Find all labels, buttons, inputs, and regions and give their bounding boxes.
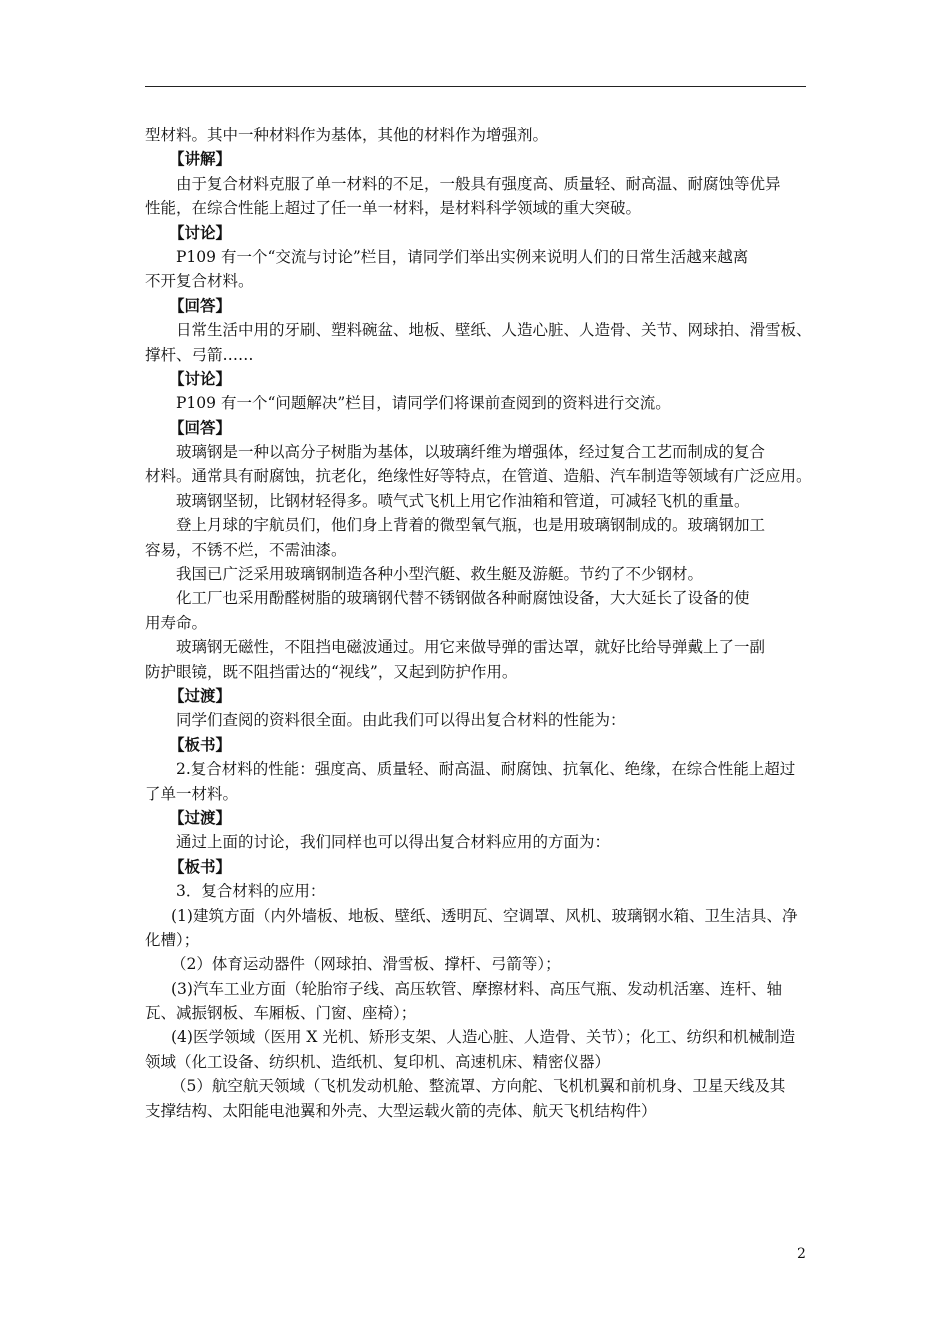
section-heading: 【板书】: [169, 734, 232, 754]
section-heading: 【板书】: [169, 856, 232, 876]
section-heading: 【讨论】: [169, 222, 232, 242]
text-line: P109 有一个“交流与讨论”栏目，请同学们举出实例来说明人们的日常生活越来越离: [176, 247, 749, 266]
text-line: 材料。通常具有耐腐蚀，抗老化，绝缘性好等特点，在管道、造船、汽车制造等领域有广泛应用。: [145, 467, 812, 486]
text-line: 容易，不锈不烂，不需油漆。: [145, 540, 347, 559]
section-heading: 【过渡】: [169, 807, 232, 827]
section-heading: 【讨论】: [169, 368, 232, 388]
text-line: 登上月球的宇航员们，他们身上背着的微型氧气瓶，也是用玻璃钢制成的。玻璃钢加工: [176, 516, 766, 535]
text-line: （2）体育运动器件（网球拍、滑雪板、撑杆、弓箭等）；: [171, 955, 561, 974]
text-line: 同学们查阅的资料很全面。由此我们可以得出复合材料的性能为：: [176, 711, 626, 730]
text-line: 领域（化工设备、纺织机、造纸机、复印机、高速机床、精密仪器）: [145, 1052, 611, 1071]
text-line: 通过上面的讨论，我们同样也可以得出复合材料应用的方面为：: [176, 833, 611, 852]
text-line: 玻璃钢无磁性，不阻挡电磁波通过。用它来做导弹的雷达罩，就好比给导弹戴上了一副: [176, 638, 766, 657]
text-line: (1)建筑方面（内外墙板、地板、壁纸、透明瓦、空调罩、风机、玻璃钢水箱、卫生洁具、净: [171, 906, 798, 925]
header-rule: [145, 86, 806, 87]
section-heading: 【回答】: [169, 417, 232, 437]
text-line: 型材料。其中一种材料作为基体，其他的材料作为增强剂。: [145, 126, 549, 144]
text-line: 瓦、减振钢板、车厢板、门窗、座椅）；: [145, 1004, 417, 1023]
text-line: P109 有一个“问题解决”栏目，请同学们将课前查阅到的资料进行交流。: [176, 394, 671, 413]
text-line: 玻璃钢是一种以高分子树脂为基体，以玻璃纤维为增强体，经过复合工艺而制成的复合: [176, 443, 766, 462]
text-line: 化槽）；: [145, 930, 200, 949]
text-line: 我国已广泛采用玻璃钢制造各种小型汽艇、救生艇及游艇。节约了不少钢材。: [176, 565, 704, 584]
page-number: 2: [797, 1246, 806, 1262]
text-line: 用寿命。: [145, 613, 208, 632]
section-heading: 【回答】: [169, 295, 232, 315]
text-line: 撑杆、弓箭……: [145, 345, 254, 364]
text-line: 3．复合材料的应用：: [176, 882, 326, 901]
text-line: 2.复合材料的性能：强度高、质量轻、耐高温、耐腐蚀、抗氧化、绝缘，在综合性能上超过: [176, 760, 796, 779]
text-line: （5）航空航天领域（飞机发动机舱、整流罩、方向舵、飞机机翼和前机身、卫星天线及其: [171, 1077, 786, 1096]
section-heading: 【讲解】: [169, 149, 232, 169]
text-line: 防护眼镜，既不阻挡雷达的“视线”，又起到防护作用。: [145, 662, 518, 681]
document-body: [145, 123, 810, 1123]
text-line: 玻璃钢坚韧，比钢材轻得多。喷气式飞机上用它作油箱和管道，可减轻飞机的重量。: [176, 491, 750, 510]
text-line: 了单一材料。: [145, 784, 239, 803]
text-line: 支撑结构、太阳能电池翼和外壳、大型运载火箭的壳体、航天飞机结构件）: [145, 1101, 657, 1120]
text-line: (3)汽车工业方面（轮胎帘子线、高压软管、摩擦材料、高压气瓶、发动机活塞、连杆、轴: [171, 979, 782, 998]
text-line: (4)医学领域（医用 X 光机、矫形支架、人造心脏、人造骨、关节）；化工、纺织和机械制造: [171, 1028, 796, 1047]
text-line: 化工厂也采用酚醛树脂的玻璃钢代替不锈钢做各种耐腐蚀设备，大大延长了设备的使: [176, 589, 750, 608]
text-line: 不开复合材料。: [145, 272, 254, 291]
text-line: 由于复合材料克服了单一材料的不足，一般具有强度高、质量轻、耐高温、耐腐蚀等优异: [176, 174, 781, 193]
text-line: 日常生活中用的牙刷、塑料碗盆、地板、壁纸、人造心脏、人造骨、关节、网球拍、滑雪板、: [176, 321, 812, 340]
text-line: 性能，在综合性能上超过了任一单一材料，是材料科学领域的重大突破。: [145, 199, 642, 218]
section-heading: 【过渡】: [169, 685, 232, 705]
